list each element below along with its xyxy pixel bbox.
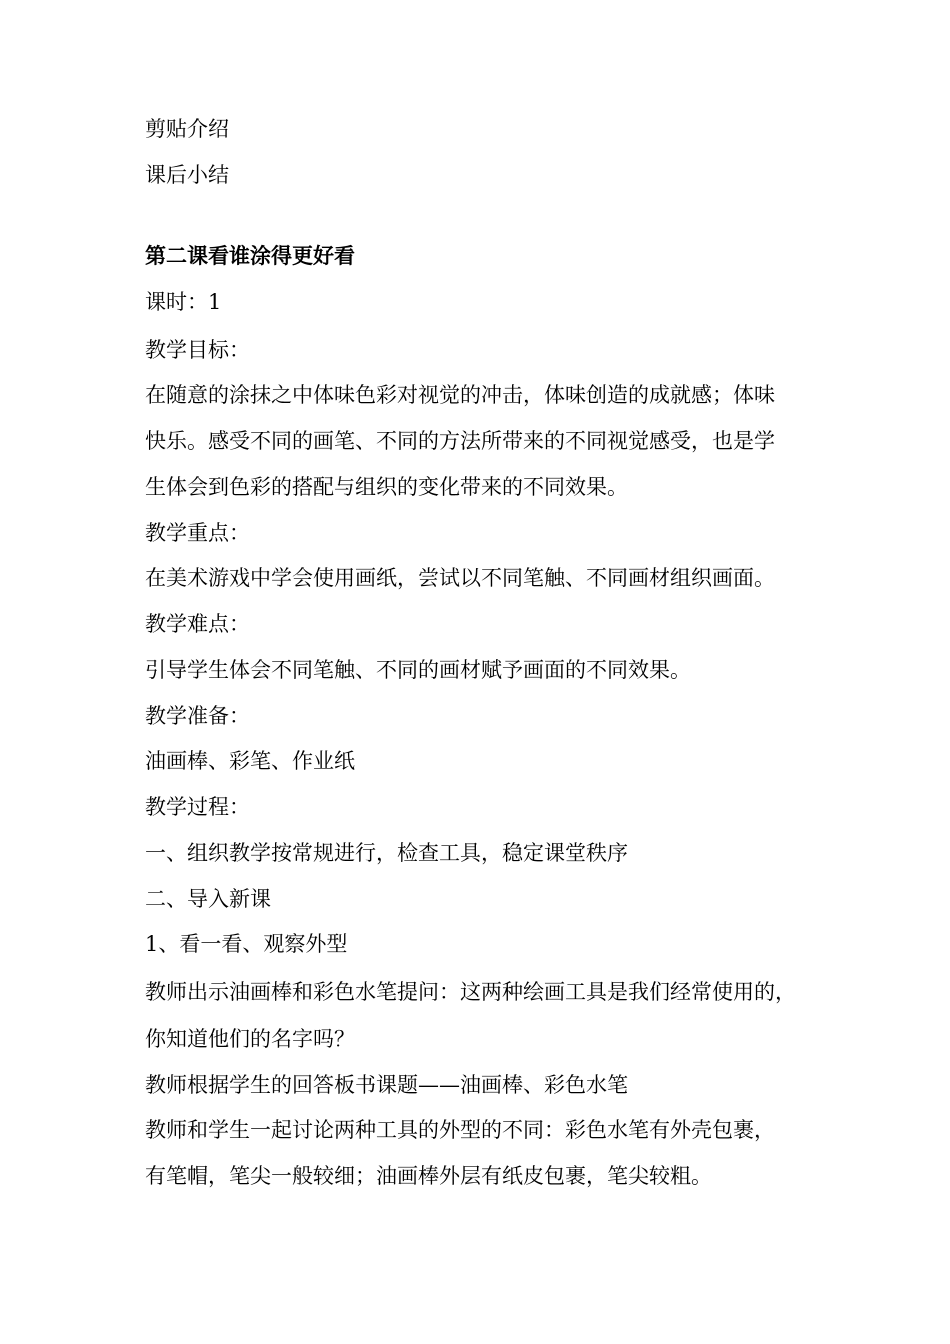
paragraph: 教师和学生一起讨论两种工具的外型的不同：彩色水笔有外壳包裹， — [145, 1118, 775, 1142]
paragraph: 快乐。感受不同的画笔、不同的方法所带来的不同视觉感受，也是学 — [145, 429, 775, 453]
paragraph: 一、组织教学按常规进行，检查工具，稳定课堂秩序 — [145, 841, 628, 865]
paragraph: 二、导入新课 — [145, 887, 271, 911]
paragraph: 剪贴介绍 — [145, 117, 229, 141]
section-heading: 教学目标： — [145, 338, 250, 362]
paragraph: 课时：1 — [145, 290, 222, 314]
paragraph: 1、看一看、观察外型 — [145, 932, 348, 956]
section-heading: 教学过程： — [145, 795, 250, 819]
paragraph: 你知道他们的名字吗？ — [145, 1027, 355, 1051]
paragraph: 课后小结 — [145, 163, 229, 187]
section-heading: 教学准备： — [145, 704, 250, 728]
paragraph: 在美术游戏中学会使用画纸，尝试以不同笔触、不同画材组织画面。 — [145, 566, 775, 590]
paragraph: 有笔帽，笔尖一般较细；油画棒外层有纸皮包裹，笔尖较粗。 — [145, 1164, 712, 1188]
paragraph: 引导学生体会不同笔触、不同的画材赋予画面的不同效果。 — [145, 658, 691, 682]
paragraph: 教师根据学生的回答板书课题——油画棒、彩色水笔 — [145, 1073, 628, 1097]
section-heading: 教学难点： — [145, 612, 250, 636]
paragraph: 油画棒、彩笔、作业纸 — [145, 749, 355, 773]
paragraph: 生体会到色彩的搭配与组织的变化带来的不同效果。 — [145, 475, 628, 499]
section-heading: 教学重点： — [145, 521, 250, 545]
paragraph: 教师出示油画棒和彩色水笔提问：这两种绘画工具是我们经常使用的， — [145, 980, 796, 1004]
paragraph: 在随意的涂抹之中体味色彩对视觉的冲击，体味创造的成就感；体味 — [145, 383, 775, 407]
lesson-title: 第二课看谁涂得更好看 — [145, 244, 355, 268]
